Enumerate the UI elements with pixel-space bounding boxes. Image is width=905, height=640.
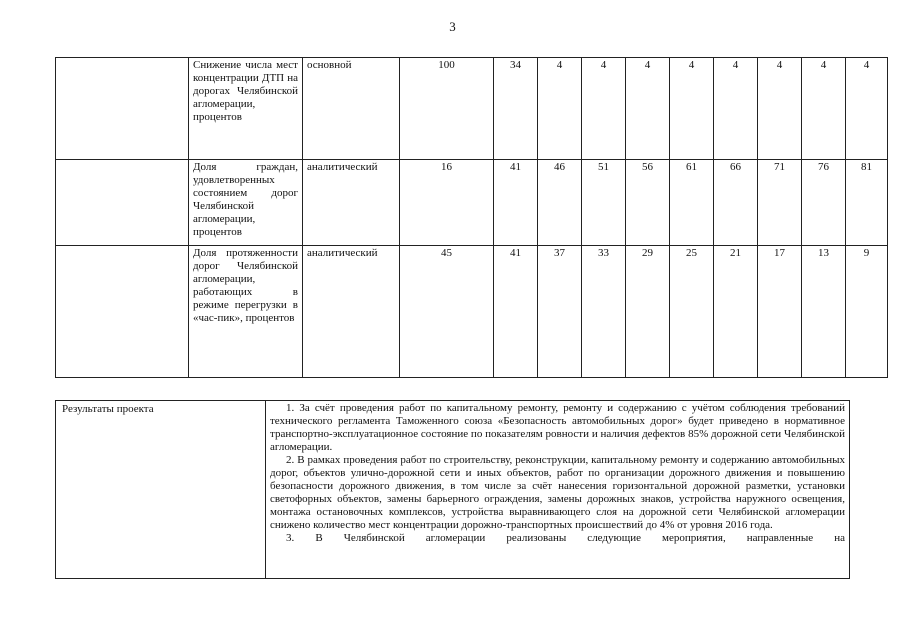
results-paragraph: 1. За счёт проведения работ по капитальному ремонту, ремонту и содержанию с учётом соблюдения требований технического регламента Таможенного союза «Безопасность автомобильных дорог» будет приведено в нормативное транспортно-эксплуатационное состояние по показателям ровности и наличия дефектов 85% дорожной сети Челябинской агломерации. bbox=[270, 402, 845, 453]
indicator-value: 56 bbox=[626, 160, 670, 246]
table-row bbox=[56, 160, 888, 246]
table-row bbox=[56, 401, 850, 579]
indicator-value: 13 bbox=[802, 246, 846, 378]
results-content bbox=[266, 401, 850, 579]
indicator-value: 37 bbox=[538, 246, 582, 378]
indicator-value: 33 bbox=[582, 246, 626, 378]
indicators-table bbox=[55, 57, 888, 378]
indicator-value: 4 bbox=[802, 58, 846, 160]
indicator-value: 81 bbox=[846, 160, 888, 246]
indicator-value: 21 bbox=[714, 246, 758, 378]
indicator-value: 100 bbox=[400, 58, 494, 160]
indicator-value: 41 bbox=[494, 160, 538, 246]
indicator-value: 4 bbox=[582, 58, 626, 160]
project-results-table bbox=[55, 400, 850, 579]
indicator-value: 4 bbox=[670, 58, 714, 160]
table-row bbox=[56, 246, 888, 378]
indicator-value: 66 bbox=[714, 160, 758, 246]
indicator-name: Доля протяженности дорог Челябинской агломерации, работающих в режиме перегрузки в «час-пик», процентов bbox=[189, 246, 303, 378]
indicator-value: 25 bbox=[670, 246, 714, 378]
indicator-type: аналитический bbox=[303, 160, 400, 246]
indicator-value: 9 bbox=[846, 246, 888, 378]
indicator-value: 4 bbox=[714, 58, 758, 160]
results-paragraph: 2. В рамках проведения работ по строительству, реконструкции, капитальному ремонту и содержанию автомобильных дорог, объектов улично-дорожной сети и иных объектов, работ по организации дорожного движения и повышению безопасности дорожного движения, в том числе за счёт нанесения горизонтальной дорожной разметки, установки светофорных объектов, замены барьерного ограждения, замены дорожных знаков, устройства наружного освещения, монтажа остановочных комплексов, устройства выравнивающего слоя на дорожной сети Челябинской агломерации снижено количество мест концентрации дорожно-транспортных происшествий до 4% от уровня 2016 года. bbox=[270, 454, 845, 531]
indicator-type: аналитический bbox=[303, 246, 400, 378]
indicator-type: основной bbox=[303, 58, 400, 160]
indicator-value: 29 bbox=[626, 246, 670, 378]
indicator-name: Снижение числа мест концентрации ДТП на дорогах Челябинской агломерации, процентов bbox=[189, 58, 303, 160]
indicator-value: 76 bbox=[802, 160, 846, 246]
empty-cell bbox=[56, 246, 189, 378]
indicator-value: 45 bbox=[400, 246, 494, 378]
empty-cell bbox=[56, 160, 189, 246]
table-row bbox=[56, 58, 888, 160]
indicator-value: 71 bbox=[758, 160, 802, 246]
indicator-value: 34 bbox=[494, 58, 538, 160]
results-paragraph: 3. В Челябинской агломерации реализованы следующие мероприятия, направленные на bbox=[286, 532, 845, 544]
indicator-value: 4 bbox=[538, 58, 582, 160]
indicator-value: 41 bbox=[494, 246, 538, 378]
indicator-value: 51 bbox=[582, 160, 626, 246]
indicator-value: 4 bbox=[846, 58, 888, 160]
indicator-value: 46 bbox=[538, 160, 582, 246]
results-label: Результаты проекта bbox=[56, 401, 266, 579]
indicator-value: 17 bbox=[758, 246, 802, 378]
indicator-value: 4 bbox=[758, 58, 802, 160]
page-number: 3 bbox=[449, 19, 456, 34]
indicator-value: 61 bbox=[670, 160, 714, 246]
indicator-value: 16 bbox=[400, 160, 494, 246]
indicator-value: 4 bbox=[626, 58, 670, 160]
empty-cell bbox=[56, 58, 189, 160]
indicator-name: Доля граждан, удовлетворенных состоянием дорог Челябинской агломерации, процентов bbox=[189, 160, 303, 246]
